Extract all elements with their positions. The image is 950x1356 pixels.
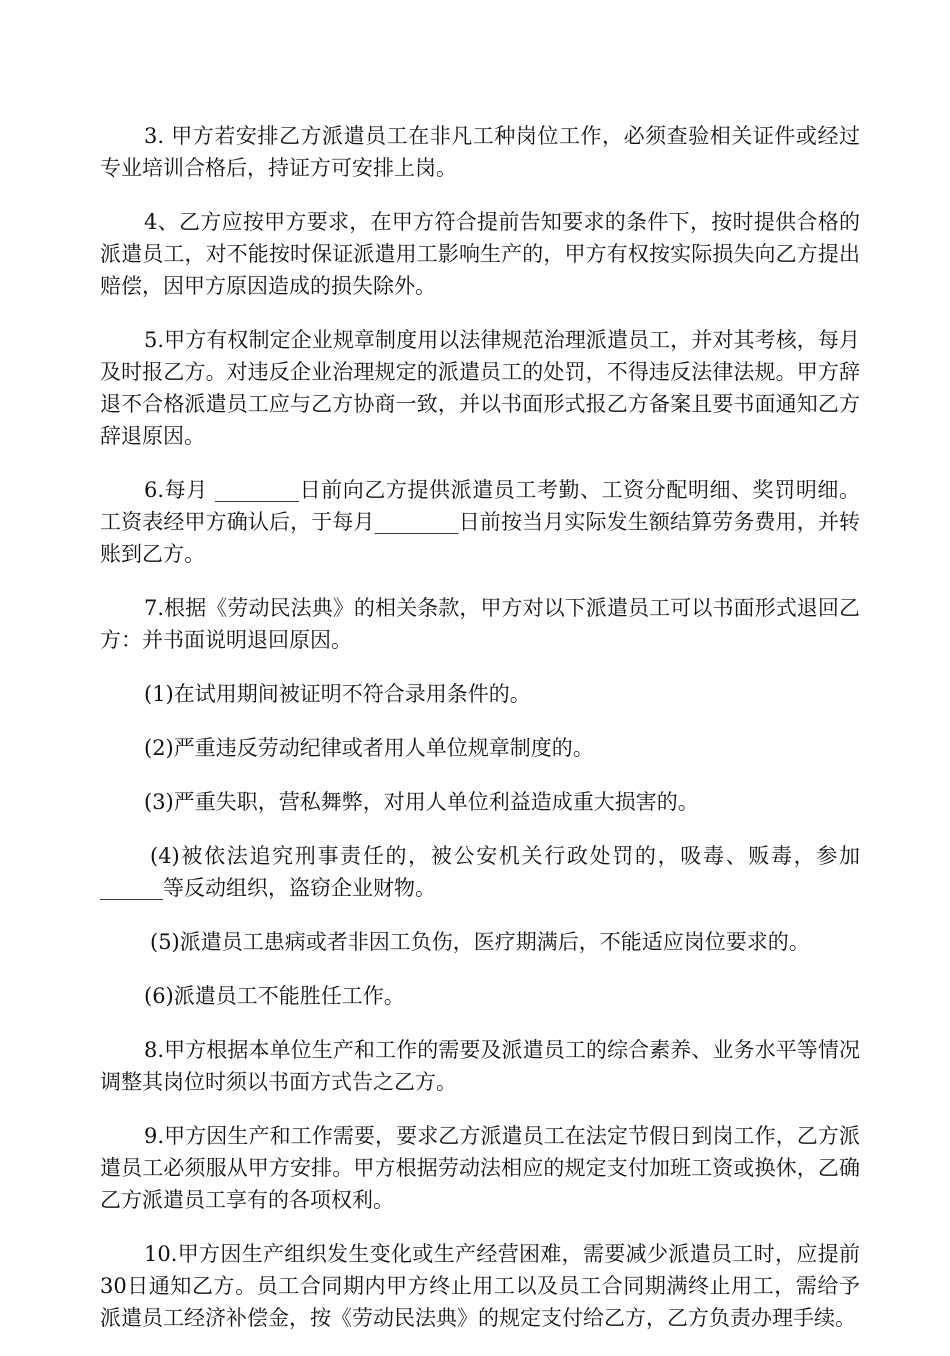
clause-9: 9.甲方因生产和工作需要，要求乙方派遣员工在法定节假日到岗工作，乙方派遣员工必须服从甲方安排。甲方根据劳动法相应的规定支付加班工资或换休，乙确乙方派遣员工享有的各项权利。 (100, 1124, 860, 1212)
clause-7-item-3: (3)严重失职，营私舞弊，对用人单位利益造成重大损害的。 (144, 790, 699, 814)
clause-7-item-4: (4)被依法追究刑事责任的，被公安机关行政处罚的，吸毒、贩毒，参加______等反动组织，盗窃企业财物。 (100, 844, 860, 900)
clause-5: 5.甲方有权制定企业规章制度用以法律规范治理派遣员工，并对其考核，每月及时报乙方。对违反企业治理规定的派遣员工的处罚，不得违反法律法规。甲方辞退不合格派遣员工应与乙方协商一致，并以书面形式报乙方备案且要书面通知乙方辞退原因。 (100, 328, 860, 448)
clause-4: 4、乙方应按甲方要求，在甲方符合提前告知要求的条件下，按时提供合格的派遣员工，对不能按时保证派遣用工影响生产的，甲方有权按实际损失向乙方提出赔偿，因甲方原因造成的损失除外。 (100, 210, 860, 298)
document-page (100, 120, 860, 1356)
clause-7-item-2: (2)严重违反劳动纪律或者用人单位规章制度的。 (144, 736, 594, 760)
clause-7-item-5: (5)派遣员工患病或者非因工负伤，医疗期满后，不能适应岗位要求的。 (150, 930, 810, 954)
clause-10: 10.甲方因生产组织发生变化或生产经营困难，需要减少派遣员工时，应提前30日通知乙方。员工合同期内甲方终止用工以及员工合同期满终止用工，需给予派遣员工经济补偿金，按《劳动民法典》的规定支付给乙方，乙方负责办理手续。 (100, 1242, 860, 1330)
clause-7-item-1: (1)在试用期间被证明不符合录用条件的。 (144, 682, 531, 706)
clause-3: 3. 甲方若安排乙方派遣员工在非凡工种岗位工作，必须查验相关证件或经过专业培训合格后，持证方可安排上岗。 (100, 124, 860, 180)
clause-8: 8.甲方根据本单位生产和工作的需要及派遣员工的综合素养、业务水平等情况调整其岗位时须以书面方式告之乙方。 (100, 1038, 860, 1094)
clause-7: 7.根据《劳动民法典》的相关条款，甲方对以下派遣员工可以书面形式退回乙方：并书面说明退回原因。 (100, 596, 860, 652)
clause-6: 6.每月 ________日前向乙方提供派遣员工考勤、工资分配明细、奖罚明细。工资表经甲方确认后，于每月________日前按当月实际发生额结算劳务费用，并转账到乙方。 (100, 478, 860, 566)
clause-7-item-6: (6)派遣员工不能胜任工作。 (144, 984, 405, 1008)
